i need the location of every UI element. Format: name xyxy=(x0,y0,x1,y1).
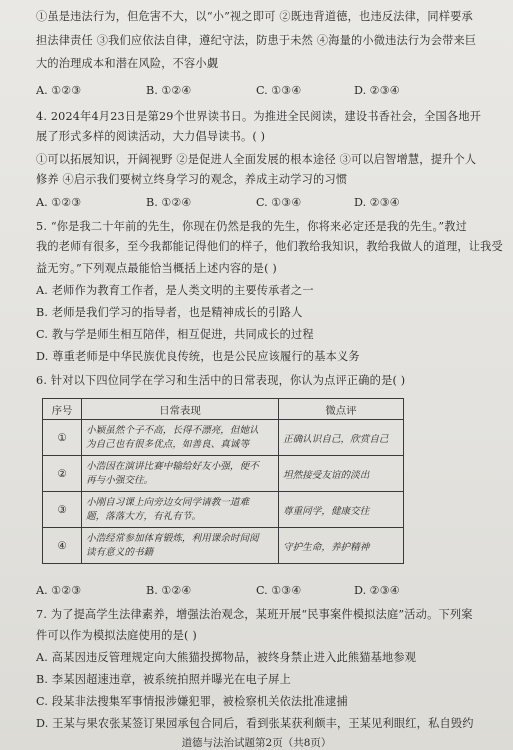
q7-stem-line-2: 件可以作为模拟法庭使用的是( ) xyxy=(36,629,197,642)
q3-item-line-1: ①虽是违法行为，但危害不大，以“小”视之即可 ②既违背道德，也违反法律，同样要承 xyxy=(36,10,473,23)
behavior-line: 小浩因在演讲比赛中输给好友小强，便不 xyxy=(86,460,259,472)
q5-stem-line-2: 我的老师有很多，至今我都能记得他们的样子，他们教给我知识，教给我做人的道理，让我受 xyxy=(36,240,503,253)
table-row xyxy=(43,420,404,456)
q3-item-line-2: 担法律责任 ③我们应依法自律，遵纪守法，防患于未然 ④海量的小微违法行为会带来巨 xyxy=(36,34,477,47)
behavior-line: 小颖虽然个子不高，长得不漂亮，但她认 xyxy=(86,424,259,436)
q5-option-a: A. 老师作为教育工作者，是人类文明的主要传承者之一 xyxy=(36,284,314,297)
q7-option-c: C. 段某非法搜集军事情报涉嫌犯罪，被检察机关依法批准逮捕 xyxy=(36,695,348,708)
row-behavior xyxy=(82,420,279,456)
behavior-line: 小刚自习课上向旁边女同学请教一道难 xyxy=(86,496,250,508)
q5-option-c: C. 教与学是师生相互陪伴，相互促进，共同成长的过程 xyxy=(36,328,314,341)
header-behavior: 日常表现 xyxy=(82,399,279,420)
q4-option-b: B. ①②④ xyxy=(146,196,192,209)
q4-item-line-2: 修养 ④启示我们要树立终身学习的观念，养成主动学习的习惯 xyxy=(36,173,348,186)
row-comment: 正确认识自己，欣赏自己 xyxy=(279,420,404,456)
q7-option-a: A. 高某因违反管理规定向大熊猫投掷物品，被终身禁止进入此熊猫基地参观 xyxy=(36,651,417,664)
q4-option-d: D. ②③④ xyxy=(354,196,400,209)
behavior-line: 再与小强交往。 xyxy=(86,474,154,486)
table-row xyxy=(43,456,404,492)
header-comment: 微点评 xyxy=(279,399,404,420)
row-num: ③ xyxy=(43,492,82,528)
row-num: ① xyxy=(43,420,82,456)
q7-option-b: B. 李某因超速违章，被系统拍照并曝光在电子屏上 xyxy=(36,673,292,686)
header-num: 序号 xyxy=(43,399,82,420)
q7-option-d: D. 王某与果农张某签订果园承包合同后，看到张某获利颇丰，王某见利眼红，私自毁约 xyxy=(36,717,474,730)
row-behavior xyxy=(82,528,279,564)
q6-option-c: C. ①③④ xyxy=(256,584,302,597)
q3-option-c: C. ①③④ xyxy=(256,84,302,97)
q3-option-a: A. ①②③ xyxy=(36,84,82,97)
q5-option-d: D. 尊重老师是中华民族优良传统，也是公民应该履行的基本义务 xyxy=(36,350,360,363)
behavior-line: 题，落落大方，有礼有节。 xyxy=(86,510,202,522)
q4-options xyxy=(36,196,476,210)
q4-stem-line-2: 展了形式多样的阅读活动，大力倡导读书。( ) xyxy=(36,130,266,143)
q6-option-a: A. ①②③ xyxy=(36,584,82,597)
behavior-line: 为自己也有很多优点，如善良、真诚等 xyxy=(86,438,250,450)
q4-option-a: A. ①②③ xyxy=(36,196,82,209)
page-footer: 道德与法治试题第2页（共8页） xyxy=(181,737,332,749)
table-row xyxy=(43,492,404,528)
row-behavior xyxy=(82,492,279,528)
q4-stem-line-1: 4. 2024年4月23日是第29个世界读书日。为推进全民阅读，建设书香社会，全国各地开 xyxy=(36,110,482,123)
q4-option-c: C. ①③④ xyxy=(256,196,302,209)
q5-option-b: B. 老师是我们学习的指导者，也是精神成长的引路人 xyxy=(36,306,303,319)
table-header-row xyxy=(43,399,404,420)
q6-option-b: B. ①②④ xyxy=(146,584,192,597)
row-comment: 坦然接受友谊的淡出 xyxy=(279,456,404,492)
q3-option-b: B. ①②④ xyxy=(146,84,192,97)
q4-item-line-1: ①可以拓展知识，开阔视野 ②是促进人全面发展的根本途径 ③可以启智增慧，提升个人 xyxy=(36,153,477,166)
q3-options xyxy=(36,84,476,98)
table-row xyxy=(43,528,404,564)
q5-stem-line-3: 益无穷。”下列观点最能恰当概括上述内容的是( ) xyxy=(36,262,277,275)
q6-stem: 6. 针对以下四位同学在学习和生活中的日常表现，你认为点评正确的是( ) xyxy=(36,374,406,387)
behavior-line: 小浩经常参加体育锻炼，利用课余时间阅 xyxy=(86,532,259,544)
q5-stem-line-1: 5. “你是我二十年前的先生，你现在仍然是我的先生，你将来必定还是我的先生。”教过 xyxy=(36,220,468,233)
q3-item-line-3: 大的治理成本和潜在风险，不容小觑 xyxy=(36,57,219,70)
q6-options xyxy=(36,584,476,598)
q7-stem-line-1: 7. 为了提高学生法律素养，增强法治观念，某班开展“民事案件模拟法庭”活动。下列案 xyxy=(36,608,473,621)
row-behavior xyxy=(82,456,279,492)
row-comment: 尊重同学，健康交往 xyxy=(279,492,404,528)
q6-option-d: D. ②③④ xyxy=(354,584,400,597)
row-comment: 守护生命，养护精神 xyxy=(279,528,404,564)
q6-table xyxy=(42,398,404,564)
q3-option-d: D. ②③④ xyxy=(354,84,400,97)
behavior-line: 读有意义的书籍 xyxy=(86,546,154,558)
row-num: ② xyxy=(43,456,82,492)
row-num: ④ xyxy=(43,528,82,564)
